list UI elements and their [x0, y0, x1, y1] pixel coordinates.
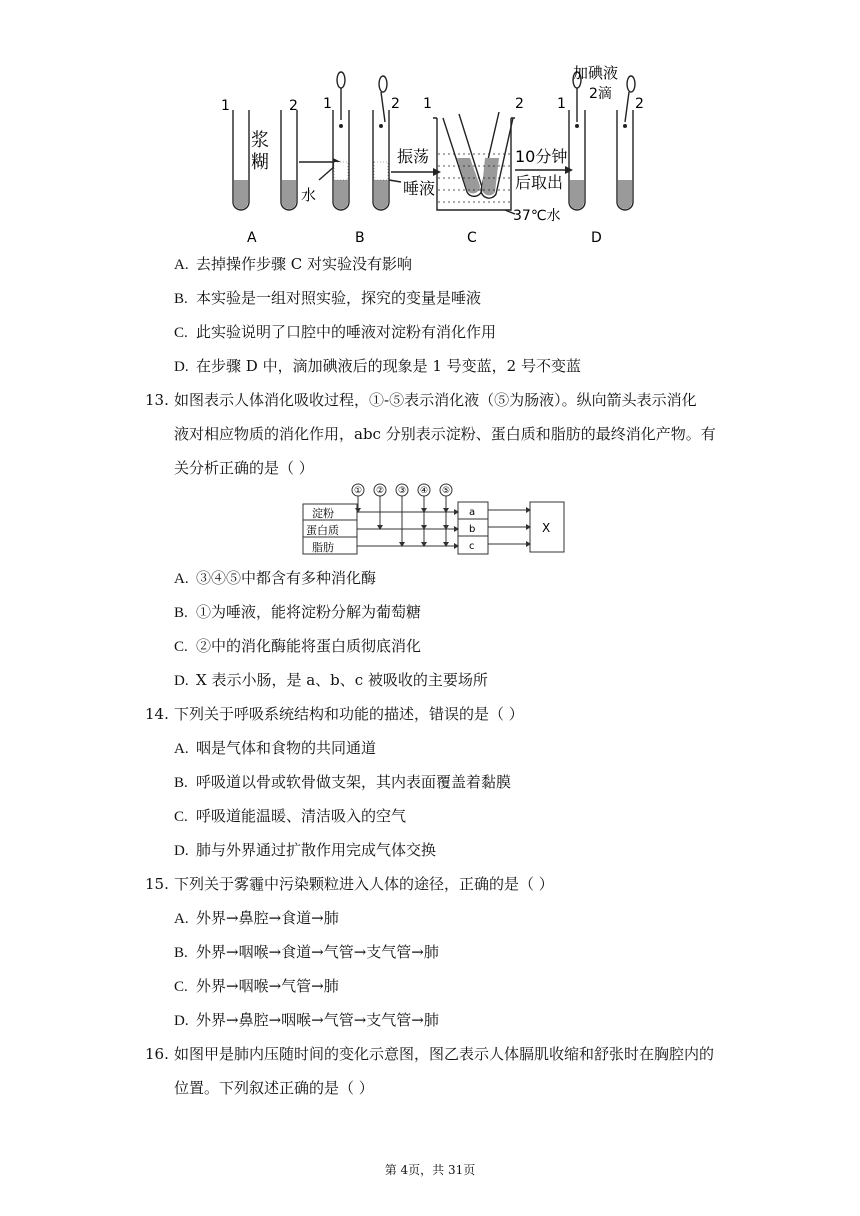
paste-label-2: 糊 [251, 152, 269, 173]
step-C-label: C [467, 230, 477, 246]
juice-1-label: ① [354, 486, 363, 496]
q15-option-b: B. 外界→咽喉→食道→气管→支气管→肺 [174, 943, 439, 961]
wait-label-1: 10分钟 [515, 147, 568, 166]
substance-starch: 淀粉 [312, 507, 334, 520]
q12-option-b: B. 本实验是一组对照实验，探究的变量是唾液 [174, 289, 482, 307]
tube-2-label-D: 2 [635, 96, 644, 112]
q13-option-c: C. ②中的消化酶能将蛋白质彻底消化 [174, 637, 422, 655]
q16-stem-line-2: 位置。下列叙述正确的是（ ） [174, 1079, 374, 1097]
q12-option-a: A. 去掉操作步骤 C 对实验没有影响 [174, 255, 413, 273]
q14-number: 14. [145, 705, 169, 723]
q15-option-c: C. 外界→咽喉→气管→肺 [174, 977, 339, 995]
wait-label-2: 后取出 [515, 173, 564, 192]
tube-1-label-B: 1 [323, 96, 332, 112]
experiment-figure [205, 62, 665, 246]
digestion-diagram [300, 482, 570, 558]
q13-option-b: B. ①为唾液，能将淀粉分解为葡萄糖 [174, 603, 422, 621]
product-b: b [469, 524, 476, 535]
tube-2-label-B: 2 [391, 96, 400, 112]
q16-number: 16. [145, 1045, 169, 1063]
tube-2-label-A: 2 [289, 98, 298, 114]
tube-1-label-A: 1 [221, 98, 230, 114]
juice-5-label: ⑤ [442, 486, 451, 496]
q15-option-a: A. 外界→鼻腔→食道→肺 [174, 909, 339, 927]
q15-number: 15. [145, 875, 169, 893]
q13-option-a: A. ③④⑤中都含有多种消化酶 [174, 569, 377, 587]
step-A-label: A [247, 230, 257, 246]
substance-fat: 脂肪 [312, 541, 334, 554]
q15-option-d: D. 外界→鼻腔→咽喉→气管→支气管→肺 [174, 1011, 439, 1029]
step-D-label: D [591, 230, 602, 246]
juice-2-label: ② [376, 486, 385, 496]
q12-option-d: D. 在步骤 D 中，滴加碘液后的现象是 1 号变蓝，2 号不变蓝 [174, 357, 581, 375]
tube-1-label-D: 1 [557, 96, 566, 112]
q14-option-c: C. 呼吸道能温暖、清洁吸入的空气 [174, 807, 407, 825]
tube-2-label-C: 2 [515, 96, 524, 112]
saliva-label: 唾液 [403, 179, 436, 198]
product-c: c [469, 541, 475, 552]
q13-stem-line-1: 如图表示人体消化吸收过程，①-⑤表示消化液（⑤为肠液）。纵向箭头表示消化 [174, 391, 697, 409]
step-B-label: B [355, 230, 365, 246]
juice-4-label: ④ [420, 486, 429, 496]
product-a: a [469, 507, 476, 518]
water-label: 水 [301, 186, 317, 204]
juice-3-label: ③ [398, 486, 407, 496]
q14-stem: 下列关于呼吸系统结构和功能的描述，错误的是（ ） [174, 705, 524, 723]
q13-option-d: D. X 表示小肠，是 a、b、c 被吸收的主要场所 [174, 671, 488, 689]
q13-stem-line-2: 液对相应物质的消化作用，abc 分别表示淀粉、蛋白质和脂肪的最终消化产物。有 [174, 425, 716, 443]
q14-option-d: D. 肺与外界通过扩散作用完成气体交换 [174, 841, 437, 859]
iodine-label-2: 2滴 [589, 86, 612, 102]
tube-1-label-C: 1 [423, 96, 432, 112]
paste-label-1: 浆 [251, 130, 269, 151]
page-footer: 第 4页，共 31页 [384, 1163, 476, 1177]
q12-option-c: C. 此实验说明了口腔中的唾液对淀粉有消化作用 [174, 323, 497, 341]
temperature-label: 37℃水 [513, 208, 561, 224]
substance-protein: 蛋白质 [306, 524, 339, 537]
iodine-label-1: 加碘液 [573, 64, 619, 82]
q14-option-b: B. 呼吸道以骨或软骨做支架，其内表面覆盖着黏膜 [174, 773, 512, 791]
q16-stem-line-1: 如图甲是肺内压随时间的变化示意图，图乙表示人体膈肌收缩和舒张时在胸腔内的 [174, 1045, 715, 1063]
shake-label: 振荡 [397, 147, 430, 166]
q13-number: 13. [145, 391, 169, 409]
q15-stem: 下列关于雾霾中污染颗粒进入人体的途径，正确的是（ ） [174, 875, 554, 893]
q13-stem-line-3: 关分析正确的是（ ） [174, 459, 314, 477]
q14-option-a: A. 咽是气体和食物的共同通道 [174, 739, 377, 757]
organ-x: X [542, 521, 551, 535]
